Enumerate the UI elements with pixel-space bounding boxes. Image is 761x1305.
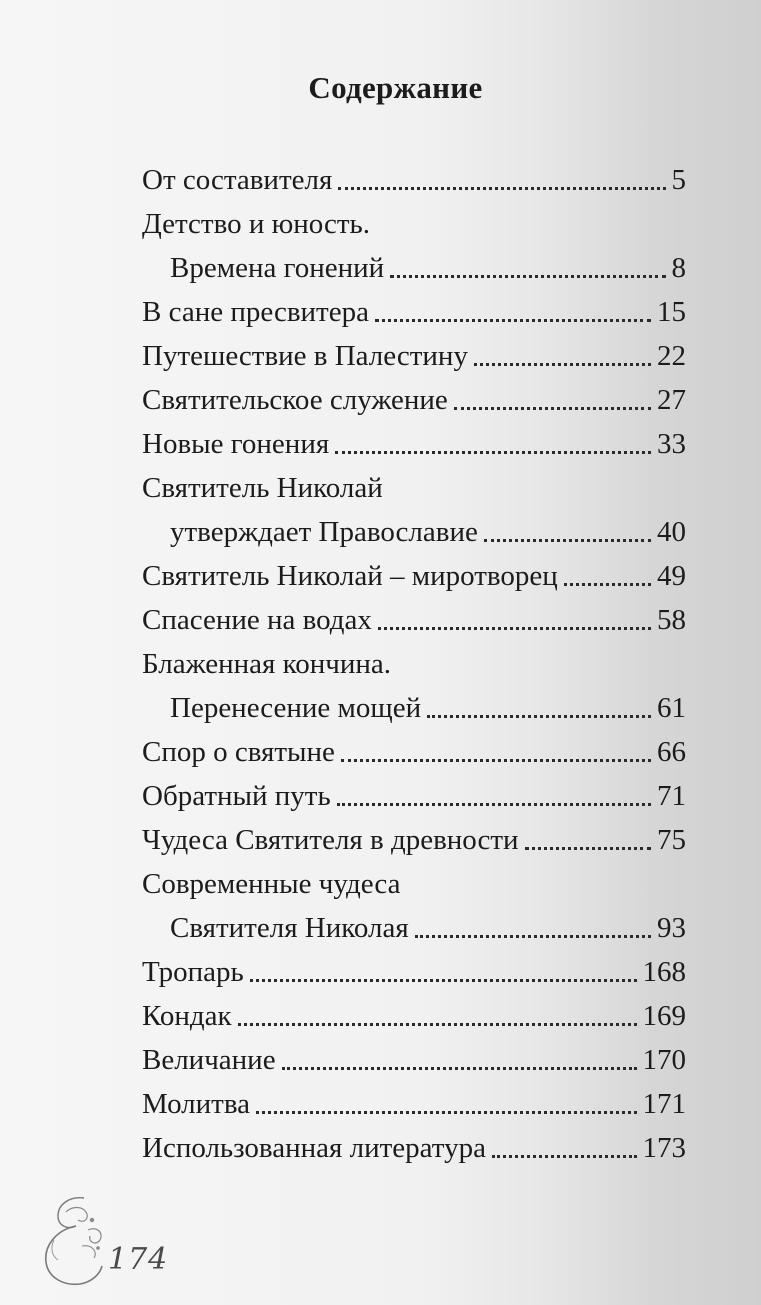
toc-entry-title: Святителя Николая	[170, 912, 409, 944]
toc-entry-title: От составителя	[142, 164, 333, 196]
toc-entry-title: Блаженная кончина.	[142, 648, 392, 680]
toc-entry-page: 71	[657, 780, 686, 812]
dot-leader	[341, 759, 651, 762]
toc-entry-title: Путешествие в Палестину	[142, 340, 468, 372]
dot-leader	[338, 187, 665, 190]
dot-leader	[525, 847, 651, 850]
toc-entry-title: Использованная литература	[142, 1132, 486, 1164]
dot-leader	[375, 319, 651, 322]
toc-entry-title: Обратный путь	[142, 780, 331, 812]
toc-entry-title: Спасение на водах	[142, 604, 372, 636]
dot-leader	[427, 715, 651, 718]
toc-entry-page: 27	[657, 384, 686, 416]
page-title: Содержание	[308, 70, 483, 105]
toc-entry	[142, 202, 686, 246]
toc-entry	[142, 290, 686, 334]
toc-entry-title: утверждает Православие	[170, 516, 478, 548]
toc-entry-title: Перенесение мощей	[170, 692, 422, 724]
toc-entry-title: Величание	[142, 1044, 276, 1076]
dot-leader	[564, 583, 651, 586]
toc-entry-title: Святитель Николай	[142, 472, 383, 504]
dot-leader	[335, 451, 651, 454]
dot-leader	[415, 935, 651, 938]
toc-entry	[142, 730, 686, 774]
toc-entry-title: Современные чудеса	[142, 868, 401, 900]
toc-entry	[142, 422, 686, 466]
toc-entry	[142, 510, 686, 554]
toc-entry-page: 170	[642, 1044, 686, 1076]
toc-entry	[142, 1126, 686, 1170]
toc-entry-page: 93	[657, 912, 686, 944]
toc-entry	[142, 334, 686, 378]
toc-entry-page: 169	[642, 1000, 686, 1032]
toc-entry-title: Молитва	[142, 1088, 251, 1120]
toc-entry-page: 15	[657, 296, 686, 328]
toc-entry-title: Времена гонений	[170, 252, 385, 284]
toc-entry-page: 5	[671, 164, 686, 196]
toc-entry	[142, 950, 686, 994]
toc-entry	[142, 818, 686, 862]
toc-entry-page: 22	[657, 340, 686, 372]
toc-entry-title: В сане пресвитера	[142, 296, 369, 328]
dot-leader	[250, 979, 637, 982]
toc-entry	[142, 466, 686, 510]
toc-entry-title: Тропарь	[142, 956, 244, 988]
toc-entry	[142, 1038, 686, 1082]
toc-entry	[142, 906, 686, 950]
toc-entry-title: Детство и юность.	[142, 208, 371, 240]
toc-entry-title: Спор о святыне	[142, 736, 335, 768]
toc-entry	[142, 686, 686, 730]
toc-entry	[142, 774, 686, 818]
dot-leader	[492, 1155, 637, 1158]
dot-leader	[454, 407, 651, 410]
toc-entry-title: Кондак	[142, 1000, 232, 1032]
toc-entry	[142, 246, 686, 290]
dot-leader	[484, 539, 651, 542]
page-number: 174	[108, 1242, 169, 1277]
toc-entry	[142, 598, 686, 642]
toc-entry	[142, 378, 686, 422]
toc-entry-page: 168	[642, 956, 686, 988]
dot-leader	[337, 803, 651, 806]
toc-entry-title: Святитель Николай – миротворец	[142, 560, 558, 592]
toc-entry-page: 49	[657, 560, 686, 592]
toc-entry-title: Новые гонения	[142, 428, 330, 460]
toc-entry-page: 58	[657, 604, 686, 636]
toc-entry	[142, 554, 686, 598]
toc-entry-page: 8	[671, 252, 686, 284]
toc-entry-page: 75	[657, 824, 686, 856]
toc-entry	[142, 994, 686, 1038]
toc-entry-page: 66	[657, 736, 686, 768]
toc-entry-page: 171	[642, 1088, 686, 1120]
toc-entry-page: 33	[657, 428, 686, 460]
dot-leader	[238, 1023, 637, 1026]
dot-leader	[390, 275, 665, 278]
toc-entry-page: 61	[657, 692, 686, 724]
toc-entry-page: 40	[657, 516, 686, 548]
dot-leader	[378, 627, 651, 630]
dot-leader	[256, 1111, 636, 1114]
toc-entry-title: Чудеса Святителя в древности	[142, 824, 519, 856]
toc-entry-title: Святительское служение	[142, 384, 448, 416]
dot-leader	[282, 1067, 637, 1070]
dot-leader	[474, 363, 651, 366]
toc-entry	[142, 862, 686, 906]
toc-entry-page: 173	[642, 1132, 686, 1164]
table-of-contents	[142, 158, 686, 1170]
toc-entry	[142, 158, 686, 202]
toc-entry	[142, 1082, 686, 1126]
toc-entry	[142, 642, 686, 686]
